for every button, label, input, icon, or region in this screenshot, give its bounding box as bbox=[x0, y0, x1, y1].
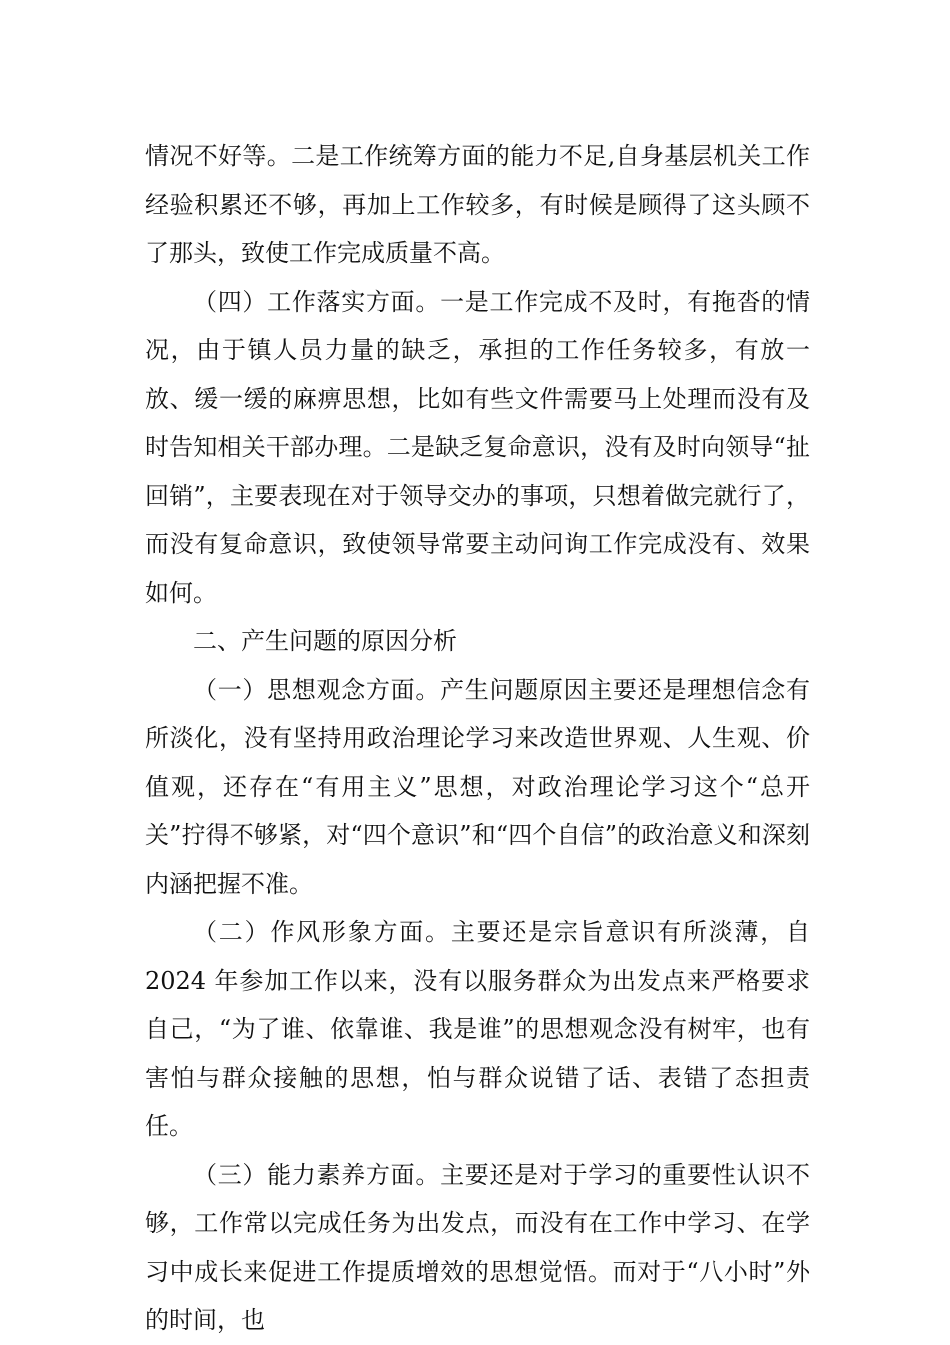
paragraph-work-implementation: （四）工作落实方面。一是工作完成不及时，有拖沓的情况，由于镇人员力量的缺乏，承担的工作任务较多，有放一放、缓一缓的麻痹思想，比如有些文件需要马上处理而没有及时告知相关干部办理。二是缺乏复命意识，没有及时向领导“扯回销”，主要表现在对于领导交办的事项，只想着做完就行了，而没有复命意识，致使领导常要主动问询工作完成没有、效果如何。 bbox=[145, 287, 810, 607]
paragraph-ability: （三）能力素养方面。主要还是对于学习的重要性认识不够，工作常以完成任务为出发点，而没有在工作中学习、在学习中成长来促进工作提质增效的思想觉悟。而对于“八小时”外的时间，也 bbox=[145, 1160, 810, 1334]
paragraph-work-style: （二）作风形象方面。主要还是宗旨意识有所淡薄，自 2024 年参加工作以来，没有以服务群众为出发点来严格要求自己，“为了谁、依靠谁、我是谁”的思想观念没有树牢，也有害怕与群众接触的思想，怕与群众说错了话、表错了态担责任。 bbox=[145, 918, 810, 1140]
paragraph-ideology: （一）思想观念方面。产生问题原因主要还是理想信念有所淡化，没有坚持用政治理论学习来改造世界观、人生观、价值观，还存在“有用主义”思想，对政治理论学习这个“总开关”拧得不够紧，对“四个意识”和“四个自信”的政治意义和深刻内涵把握不准。 bbox=[145, 675, 810, 898]
document-body bbox=[145, 132, 810, 1345]
paragraph-continuation: 情况不好等。二是工作统筹方面的能力不足,自身基层机关工作经验积累还不够，再加上工作较多，有时候是顾得了这头顾不了那头，致使工作完成质量不高。 bbox=[145, 142, 810, 267]
section-heading-cause-analysis: 二、产生问题的原因分析 bbox=[193, 627, 457, 655]
